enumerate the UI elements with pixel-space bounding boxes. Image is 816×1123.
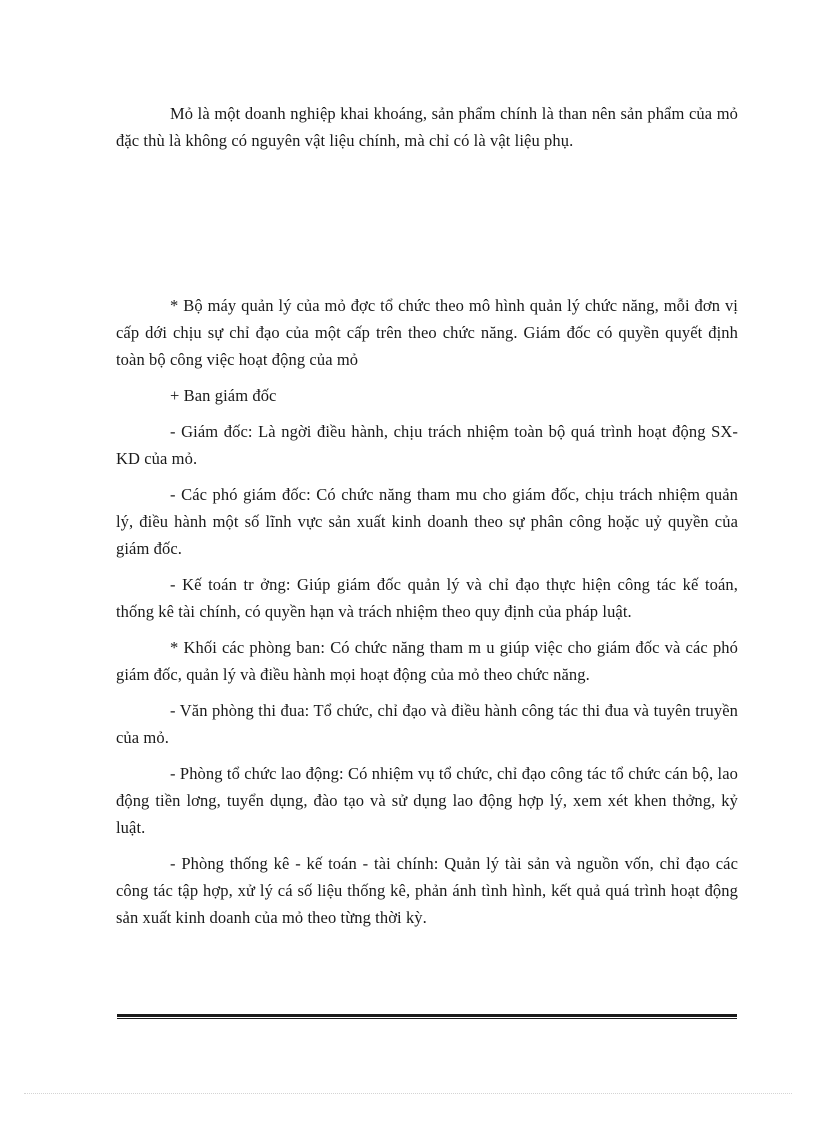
footer-rule-thick xyxy=(117,1014,737,1017)
paragraph-labor-organization: - Phòng tổ chức lao động: Có nhiệm vụ tổ chức, chỉ đạo công tác tổ chức cán bộ, lao động tiền lơng, tuyển dụng, đào tạo và sử dụng lao động hợp lý, xem xét khen thởng, kỷ luật. xyxy=(116,764,738,837)
paragraph-statistics-accounting-finance: - Phòng thống kê - kế toán - tài chính: Quản lý tài sản và nguồn vốn, chỉ đạo các công tác tập hợp, xử lý cá số liệu thống kê, phản ánh tình hình, kết quả quá trình hoạt động sản xuất kinh doanh của mỏ theo từng thời kỳ. xyxy=(116,854,738,927)
footer-double-rule xyxy=(117,1014,737,1019)
paragraph-management-overview: * Bộ máy quản lý của mỏ đợc tổ chức theo mô hình quản lý chức năng, mỗi đơn vị cấp dới chịu sự chỉ đạo của một cấp trên theo chức năng. Giám đốc có quyền quyết định toàn bộ công việc hoạt động của mỏ xyxy=(116,296,738,369)
footer-rule-thin xyxy=(117,1018,737,1019)
paragraph-board-of-directors: + Ban giám đốc xyxy=(170,386,277,405)
intro-paragraph: Mỏ là một doanh nghiệp khai khoáng, sản phẩm chính là than nên sản phẩm của mỏ đặc thù là không có nguyên vật liệu chính, mà chỉ có là vật liệu phụ. xyxy=(116,104,738,150)
paragraph-chief-accountant: - Kế toán tr ởng: Giúp giám đốc quản lý và chỉ đạo thực hiện công tác kế toán, thống kê tài chính, có quyền hạn và trách nhiệm theo quy định của pháp luật. xyxy=(116,575,738,621)
paragraph-director: - Giám đốc: Là ngời điều hành, chịu trách nhiệm toàn bộ quá trình hoạt động SX- KD của mỏ. xyxy=(116,422,738,468)
paragraph-deputy-directors: - Các phó giám đốc: Có chức năng tham mu cho giám đốc, chịu trách nhiệm quản lý, điều hành một số lĩnh vực sản xuất kinh doanh theo sự phân công hoặc uỷ quyền của giám đốc. xyxy=(116,485,738,558)
intro-section xyxy=(116,100,738,154)
management-structure-section xyxy=(116,292,738,940)
paragraph-departments: * Khối các phòng ban: Có chức năng tham m u giúp việc cho giám đốc và các phó giám đốc, quản lý và điều hành mọi hoạt động của mỏ theo chức năng. xyxy=(116,638,738,684)
paragraph-emulation-office: - Văn phòng thi đua: Tổ chức, chỉ đạo và điều hành công tác thi đua và tuyên truyền của mỏ. xyxy=(116,701,738,747)
page-bottom-dotted-border xyxy=(24,1093,792,1094)
